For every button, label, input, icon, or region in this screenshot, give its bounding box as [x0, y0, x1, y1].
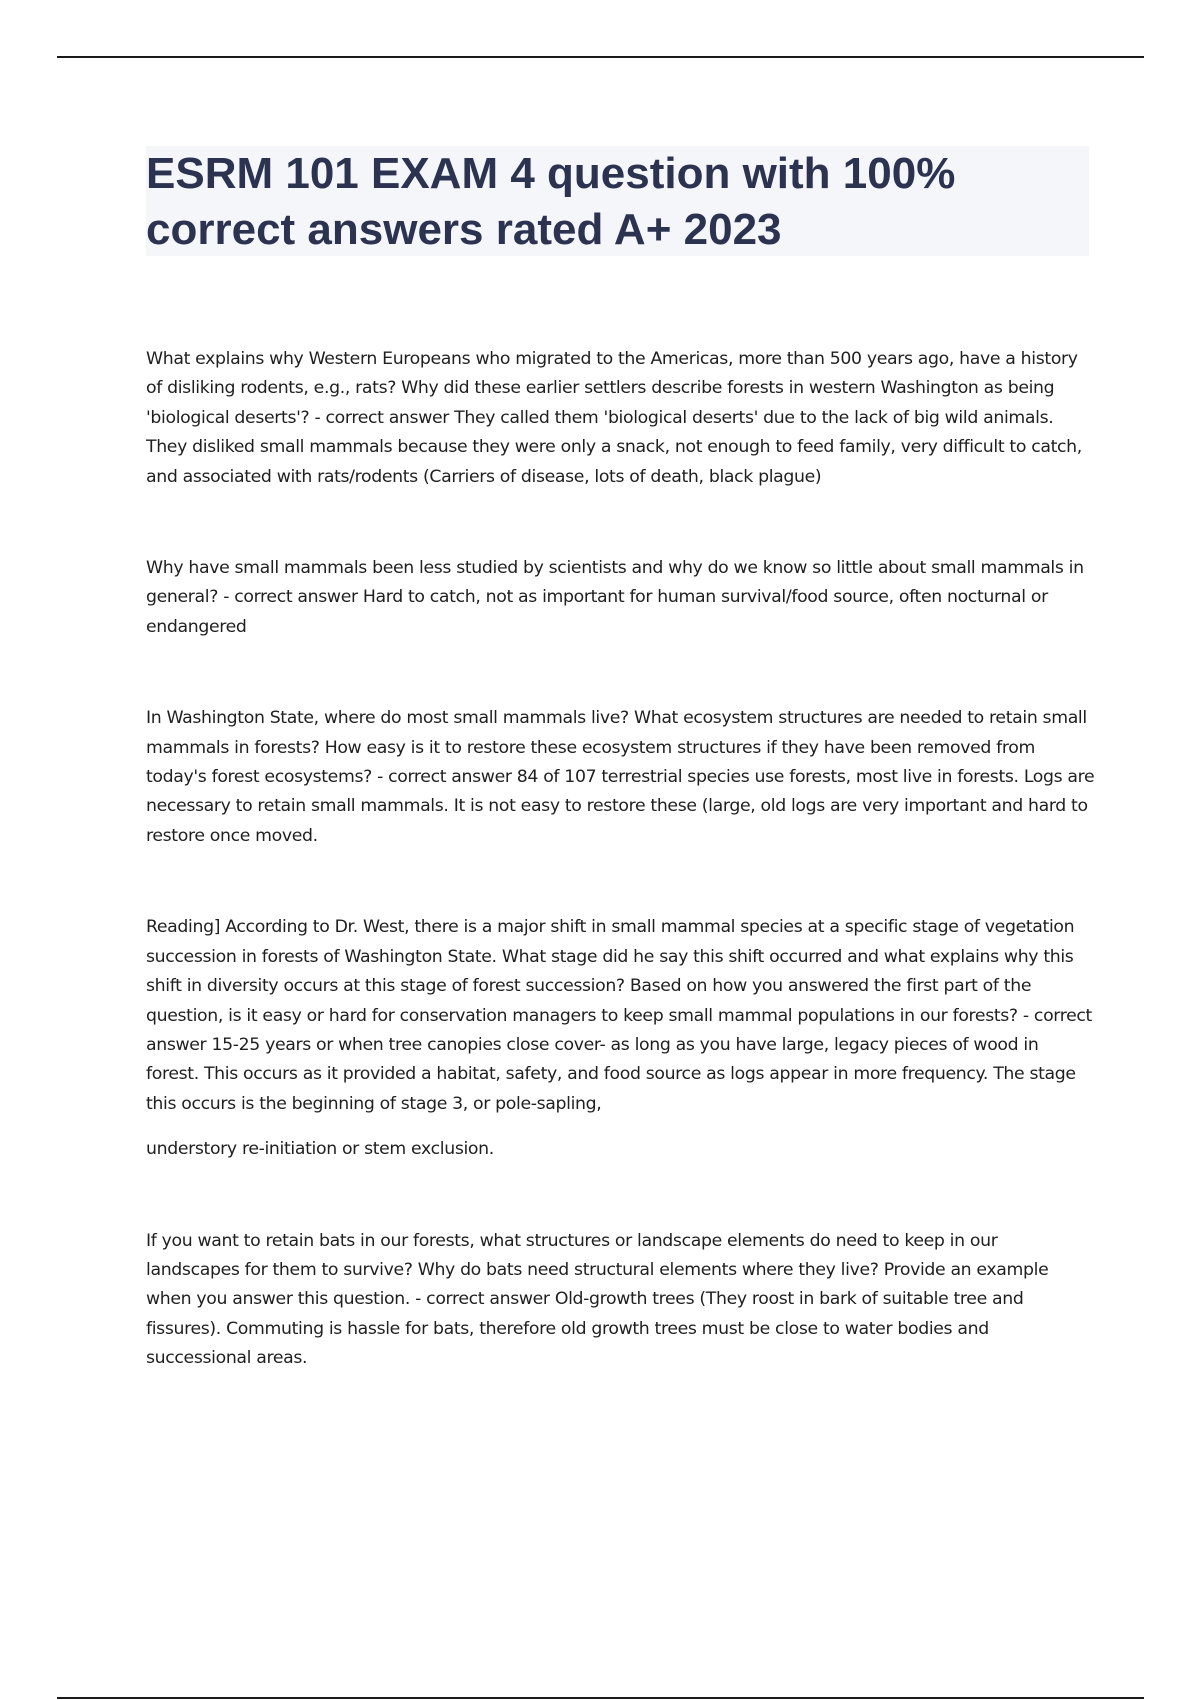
qa-entry-4-continuation: understory re-initiation or stem exclusion. — [146, 1139, 494, 1160]
bottom-rule — [57, 1697, 1144, 1699]
qa-entry-3: In Washington State, where do most small mammals live? What ecosystem structures are needed to retain small mammals in forests? How easy is it to restore these ecosystem structures if they have been removed from today's forest ecosystems? - correct answer 84 of 107 terrestrial species use forests, most live in forests. Logs are necessary to retain small mammals. It is not easy to restore these (large, old logs are very important and hard to restore once moved. — [146, 708, 1095, 846]
qa-entry-2: Why have small mammals been less studied by scientists and why do we know so little about small mammals in general? - correct answer Hard to catch, not as important for human survival/food source, often nocturnal or endangered — [146, 558, 1084, 637]
top-rule — [57, 56, 1144, 58]
qa-content — [146, 345, 1096, 1374]
qa-entry-5: If you want to retain bats in our forests, what structures or landscape elements do need to keep in our landscapes for them to survive? Why do bats need structural elements where they live? Provide an example when you answer this question. - correct answer Old-growth trees (They roost in bark of suitable tree and fissures). Commuting is hassle for bats, therefore old growth trees must be close to water bodies and successional areas. — [146, 1230, 1049, 1369]
qa-entry-4: Reading] According to Dr. West, there is a major shift in small mammal species at a specific stage of vegetation succession in forests of Washington State. What stage did he say this shift occurred and what explains why this shift in diversity occurs at this stage of forest succession? Based on how you answered the first part of the question, is it easy or hard for conservation managers to keep small mammal populations in our forests? - correct answer 15-25 years or when tree canopies close cover- as long as you have large, legacy pieces of wood in forest. This occurs as it provided a habitat, safety, and food source as logs appear in more frequency. The stage this occurs is the beginning of stage 3, or pole-sapling, — [146, 917, 1092, 1114]
document-title: ESRM 101 EXAM 4 question with 100% correct answers rated A+ 2023 — [146, 149, 956, 254]
title-banner — [146, 146, 1089, 256]
qa-entry-1: What explains why Western Europeans who migrated to the Americas, more than 500 years ago, have a history of disliking rodents, e.g., rats? Why did these earlier settlers describe forests in western Washington as being 'biological deserts'? - correct answer They called them 'biological deserts' due to the lack of big wild animals. They disliked small mammals because they were only a snack, not enough to feed family, very difficult to catch, and associated with rats/rodents (Carriers of disease, lots of death, black plague) — [146, 349, 1082, 487]
